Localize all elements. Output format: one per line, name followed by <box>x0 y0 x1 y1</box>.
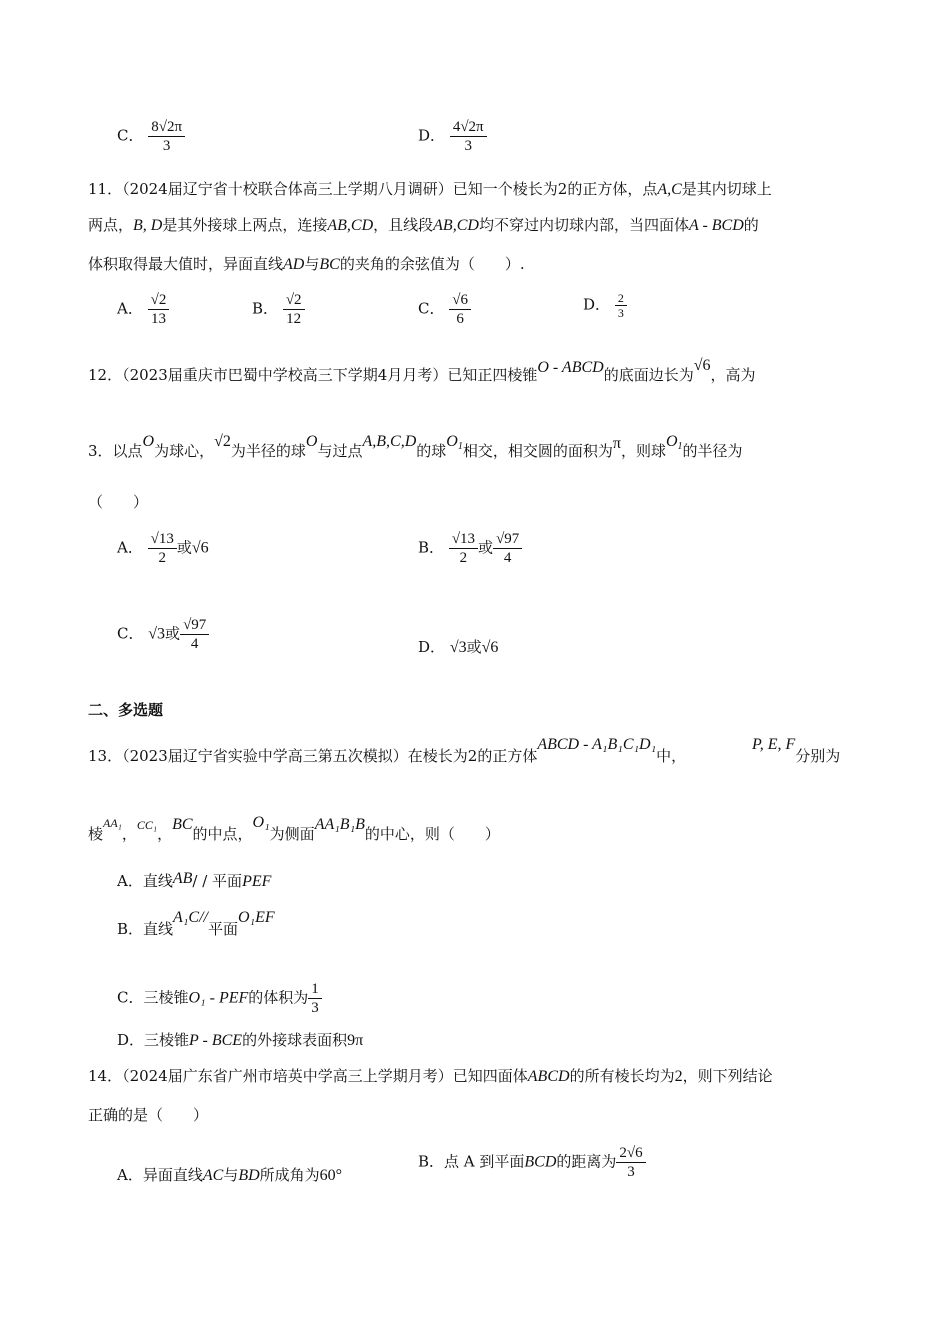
q14-option-a[interactable] <box>117 1164 342 1187</box>
text: 三棱锥 <box>143 988 189 1007</box>
option-label: D． <box>418 126 446 145</box>
q12-option-b[interactable] <box>418 530 522 567</box>
text: 直线 <box>143 920 174 938</box>
text: ，且线段 <box>373 216 434 234</box>
text: 平面 <box>207 920 238 938</box>
text: （2023届重庆市巴蜀中学校高三下学期4月月考）已知正四棱锥 <box>122 366 538 384</box>
math: √6 <box>481 639 499 656</box>
text: （ ） <box>88 493 149 511</box>
text: ，则下列结论 <box>682 1067 773 1085</box>
text: 与过点 <box>317 442 363 460</box>
math: √6 <box>191 539 209 557</box>
text: 的夹角的余弦值为（ ）. <box>339 255 525 273</box>
q14-line-2 <box>88 1104 208 1126</box>
math: √3 <box>148 625 166 643</box>
math: A - BCD <box>688 217 744 234</box>
option-fraction <box>450 118 487 155</box>
denominator: 13 <box>150 311 166 327</box>
math: BC <box>172 816 193 833</box>
option-fraction <box>148 118 185 155</box>
text: （2024届广东省广州市培英中学高三上学期月考）已知四面体 <box>122 1067 528 1085</box>
numerator: 1 <box>308 980 322 999</box>
text: / / 平面 <box>192 872 243 890</box>
question-number: 12． <box>88 366 123 384</box>
subscript: 1 <box>457 441 463 452</box>
option-label: B． <box>252 299 279 318</box>
text: 异面直线 <box>142 1166 203 1184</box>
numerator: 8√2π <box>148 118 185 137</box>
option-label: A． <box>117 299 143 318</box>
text: 或 <box>176 538 192 557</box>
option-label: B． <box>117 920 144 938</box>
math: P, E, F <box>752 736 796 753</box>
q11-option-a[interactable] <box>117 291 169 328</box>
option-fraction <box>493 530 522 567</box>
text: ，则球 <box>620 442 666 460</box>
q11-line-1 <box>88 178 772 201</box>
math: AB,CD <box>327 217 374 234</box>
q12-option-a[interactable] <box>117 530 209 567</box>
denominator: 12 <box>286 311 302 327</box>
option-label: D． <box>418 638 446 656</box>
math: ABCD - A₁B₁C₁D₁ <box>537 736 657 753</box>
text: 与 <box>304 255 320 273</box>
math: O - ABCD <box>537 359 604 376</box>
option-label: A． <box>117 872 143 890</box>
text: 是其外接球上两点，连接 <box>162 216 328 234</box>
q14-line-1 <box>88 1065 773 1088</box>
option-label: C． <box>117 624 144 643</box>
numerator: 4√2π <box>450 118 487 137</box>
text: 的体积为 <box>248 988 309 1007</box>
math: 60° <box>319 1167 343 1184</box>
q12-line-2 <box>88 433 743 468</box>
numerator: 2 <box>615 291 627 306</box>
q12-option-c[interactable] <box>117 616 209 653</box>
question-number: 11． <box>88 180 123 198</box>
numerator: 2√6 <box>616 1144 645 1163</box>
text: 的中心，则（ ） <box>364 825 500 843</box>
option-label: C． <box>117 126 144 145</box>
math: ABCD <box>527 1068 570 1085</box>
text: 所成角为 <box>259 1166 320 1184</box>
q13-line-1-right <box>752 736 841 768</box>
math: A,C <box>657 181 682 198</box>
text: 三棱锥 <box>144 1031 190 1049</box>
denominator: 6 <box>456 311 464 327</box>
denominator: 3 <box>617 306 624 320</box>
option-label: C． <box>117 988 144 1007</box>
option-fraction <box>449 291 471 328</box>
q13-option-a[interactable] <box>117 870 271 893</box>
text: 点 A 到平面 <box>444 1152 525 1171</box>
math: O <box>305 433 318 450</box>
math: O₁ - PEF <box>188 989 249 1007</box>
option-fraction <box>616 1144 645 1181</box>
option-label: D． <box>583 295 611 314</box>
math: O <box>665 433 678 450</box>
text: 的中点， <box>192 825 253 843</box>
denominator: 4 <box>503 550 512 566</box>
math: √2 <box>214 433 231 450</box>
section-heading: 二、多选题 <box>88 701 164 719</box>
q13-option-c[interactable] <box>117 980 322 1017</box>
option-label: B． <box>418 1152 445 1171</box>
denominator: 2 <box>459 550 468 566</box>
math: AB,CD <box>433 217 479 234</box>
option-fraction <box>180 616 209 653</box>
text: 或 <box>165 624 181 643</box>
text: 的距离为 <box>556 1152 617 1171</box>
text: 正确的是（ ） <box>88 1106 209 1124</box>
text: ， <box>121 825 137 843</box>
text: 为侧面 <box>269 825 315 843</box>
denominator: 3 <box>162 138 171 154</box>
option-fraction <box>449 530 478 567</box>
math: BD <box>238 1167 260 1184</box>
q13-option-b[interactable] <box>117 909 275 941</box>
math: √6 <box>693 357 711 374</box>
text: 为球心， <box>154 442 215 460</box>
q11-line-3 <box>88 253 525 276</box>
text: （2023届辽宁省实验中学高三第五次模拟）在棱长为2的正方体 <box>122 747 538 765</box>
denominator: 3 <box>311 1000 319 1016</box>
math: A₁C <box>173 909 200 926</box>
option-fraction <box>283 291 305 328</box>
text: 或 <box>478 538 494 557</box>
question-number: 14． <box>88 1067 123 1085</box>
denominator: 3 <box>464 138 472 154</box>
denominator: 2 <box>158 550 166 566</box>
math <box>446 433 463 450</box>
text: ， <box>157 825 173 843</box>
numerator: √2 <box>148 291 170 310</box>
text: 两点， <box>88 216 134 234</box>
q10-option-c[interactable] <box>117 118 185 155</box>
subscript: 1 <box>677 441 683 452</box>
q11-option-c[interactable] <box>418 291 471 328</box>
text: 3．以点 <box>88 442 143 460</box>
question-number: 13． <box>88 747 123 765</box>
text: 的外接球表面积 <box>242 1031 348 1049</box>
denominator: 3 <box>627 1164 635 1180</box>
text: 与 <box>223 1166 239 1184</box>
math <box>666 433 683 450</box>
text: 相交，相交圆的面积为 <box>462 442 613 460</box>
math: 9π <box>347 1032 364 1049</box>
math: BCD <box>524 1153 557 1171</box>
q10-option-d[interactable] <box>418 118 487 155</box>
math: P - BCE <box>189 1032 243 1049</box>
numerator: √97 <box>180 616 209 635</box>
text: 的半径为 <box>682 442 743 460</box>
math: AC <box>202 1167 224 1184</box>
q13-option-d[interactable] <box>117 1029 363 1052</box>
numerator: √13 <box>449 530 478 549</box>
text: 是其内切球上 <box>681 180 772 198</box>
option-fraction <box>148 530 177 567</box>
option-label: A． <box>117 538 143 557</box>
q11-option-b[interactable] <box>252 291 305 328</box>
q13-line-2 <box>88 814 500 846</box>
text: 均不穿过内切球内部，当四面体 <box>478 216 689 234</box>
q11-option-d[interactable] <box>583 291 627 320</box>
option-fraction <box>615 291 627 320</box>
q12-line-1 <box>88 357 756 387</box>
q12-line-3 <box>88 491 148 513</box>
text: 直线 <box>142 872 173 890</box>
option-label: A． <box>117 1166 143 1184</box>
math: O₁EF <box>237 909 275 926</box>
math: B, D <box>133 217 163 234</box>
q11-line-2 <box>88 214 759 237</box>
text: 为半径的球 <box>230 442 306 460</box>
option-fraction <box>308 980 322 1017</box>
text: ，高为 <box>710 366 756 384</box>
option-label: D． <box>117 1031 145 1049</box>
math: A,B,C,D <box>362 433 417 450</box>
q12-option-d[interactable] <box>418 636 498 659</box>
text: 的底面边长为 <box>603 366 694 384</box>
text: 的 <box>743 216 759 234</box>
option-label: C． <box>418 299 445 318</box>
math: O <box>446 433 458 450</box>
math: O <box>142 433 155 450</box>
math: BC <box>319 256 340 273</box>
q13-line-1 <box>88 736 687 768</box>
option-label: B． <box>418 538 445 557</box>
math: PEF <box>242 873 272 890</box>
text: 分别为 <box>795 747 841 765</box>
math: CC₁ <box>136 818 158 832</box>
math: √3 <box>449 639 467 656</box>
numerator: √97 <box>493 530 522 549</box>
text: 的球 <box>416 442 447 460</box>
text: 的所有棱长均为 <box>569 1067 675 1085</box>
math: AD <box>283 256 305 273</box>
numerator: √6 <box>449 291 471 310</box>
math: O₁ <box>252 814 270 831</box>
numerator: √2 <box>283 291 305 310</box>
q14-option-b[interactable] <box>418 1144 646 1181</box>
math: // <box>199 909 208 926</box>
text: 体积取得最大值时，异面直线 <box>88 255 284 273</box>
math: AB <box>172 870 193 887</box>
text: 中， <box>656 747 687 765</box>
math: π <box>612 435 621 452</box>
text: 棱 <box>88 825 104 843</box>
option-fraction <box>148 291 170 328</box>
numerator: √13 <box>148 530 177 549</box>
math: 2 <box>674 1068 683 1085</box>
math: AA₁B₁B <box>314 816 365 833</box>
text: 或 <box>466 638 482 656</box>
text: （2024届辽宁省十校联合体高三上学期八月调研）已知一个棱长为2的正方体，点 <box>122 180 658 198</box>
math: AA₁ <box>103 816 122 830</box>
denominator: 4 <box>190 636 199 652</box>
